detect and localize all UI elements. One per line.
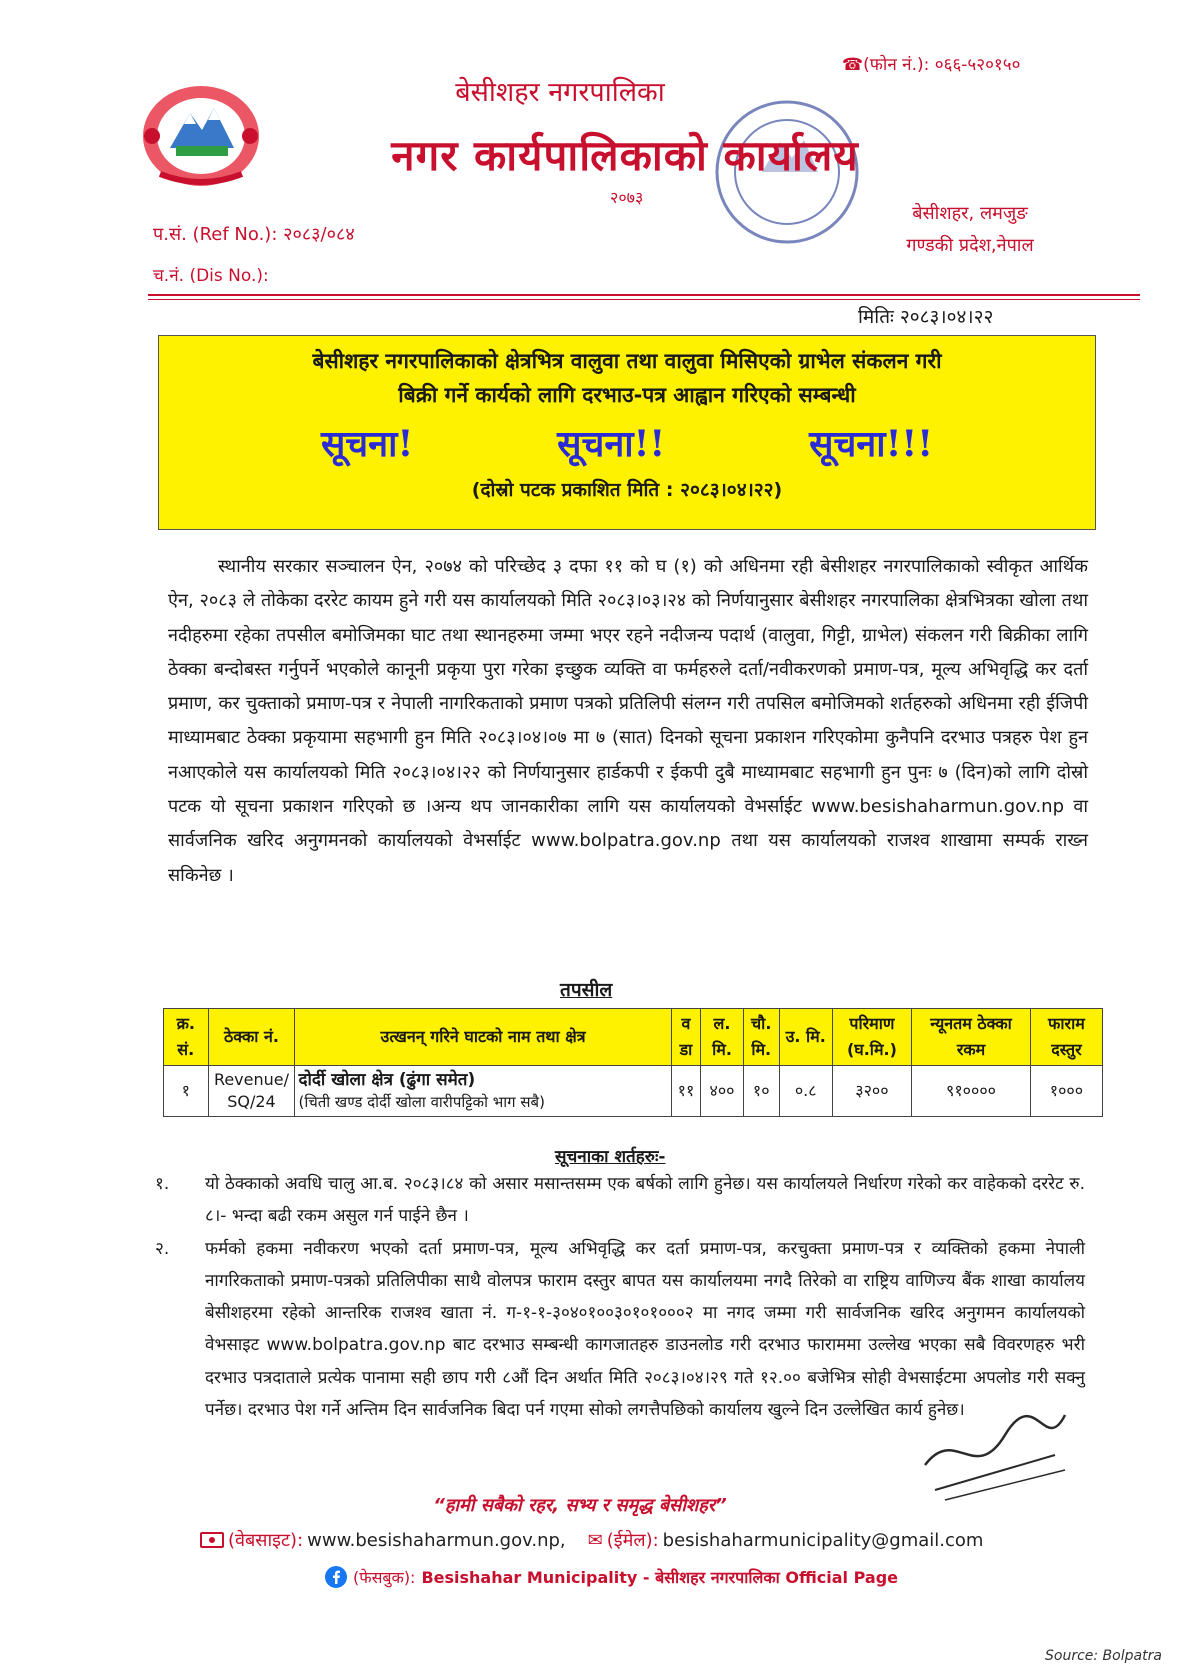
reference-number: प.सं. (Ref No.): २०८३/०८४ xyxy=(153,224,355,245)
email-label: (ईमेल): xyxy=(606,1530,659,1551)
cell-ward: ११ xyxy=(671,1066,701,1117)
tapsil-heading: तपसील xyxy=(560,979,613,1001)
cell-contract-no: Revenue/ SQ/24 xyxy=(208,1066,295,1117)
body-paragraph: स्थानीय सरकार सञ्चालन ऐन, २०७४ को परिच्छेद ३ दफा ११ को घ (१) को अधिनमा रही बेसीशहर नगरपालिकाको स्वीकृत आर्थिक ऐन, २०८३ ले तोकेका दररेट कायम हुने गरी यस कार्यालयको मिति २०८३।०३।२४ को निर्णयानुसार बेसीशहर नगरपालिका क्षेत्रभित्रका खोला तथा नदीहरुमा रहेका तपसील बमोजिमका घाट तथा स्थानहरुमा जम्मा भएर रहने नदीजन्य पदार्थ (वालुवा, गिट्टी, ग्राभेल) संकलन गरी बिक्रीका लागि ठेक्का बन्दोबस्त गर्नुपर्ने भएकोले कानूनी प्रकृया पुरा गरेका इच्छुक व्यक्ति वा फर्महरुले दर्ता/नवीकरणको प्रमाण-पत्र, मूल्य अभिवृद्धि कर दर्ता प्रमाण, कर चुक्ताको प्रमाण-पत्र र नेपाली नागरिकताको प्रमाण पत्रको प्रतिलिपी संलग्न गरी तपसिल बमोजिमको शर्तहरुको अधिनमा रही ईजिपी माध्यामबाट ठेक्का प्रकृयामा सहभागी हुन मिति २०८३।०४।०७ मा ७ (सात) दिनको सूचना प्रकाशन गरिएकोमा कुनैपनि दरभाउ पत्रहरु पेश हुन नआएकोले यस कार्यालयको मिति २०८३।०४।२२ को निर्णयानुसार हार्डकपी र ईकपी दुबै माध्यामबाट सहभागी हुन पुनः ७ (दिन)को लागि दोस्रो पटक यो सूचना प्रकाशन गरिएको छ ।अन्य थप जानकारीका लागि यस कार्यालयको वेभर्साईट www.besishaharmun.gov.np वा सार्वजनिक खरिद अनुगमनको कार्यालयको वेभर्साईट www.bolpatra.gov.np तथा यस कार्यालयको राजश्व शाखामा सम्पर्क राख्न सकिनेछ । xyxy=(168,556,1088,886)
cell-width: १० xyxy=(743,1066,779,1117)
facebook-icon xyxy=(325,1566,347,1588)
website-icon xyxy=(200,1532,224,1548)
cell-min-amount: ९१०००० xyxy=(912,1066,1031,1117)
condition-text: फर्मको हकमा नवीकरण भएको दर्ता प्रमाण-पत्र, मूल्य अभिवृद्धि कर दर्ता प्रमाण-पत्र, करचुक्ता प्रमाण-पत्र र व्यक्तिको हकमा नेपाली नागरिकताको प्रमाण-पत्रको प्रतिलिपीका साथै वोलपत्र फाराम दस्तुर बापत यस कार्यालयमा नगदै तिरेको वा राष्ट्रिय वाणिज्य बैंक शाखा कार्यालय बेसीशहरमा रहेको आन्तरिक राजश्व खाता नं. ग-१-१-३०४०१००३०१०१०००२ मा नगद जम्मा गरी सार्वजनिक खरिद अनुगमन कार्यालयको वेभसाइट www.bolpatra.gov.np बाट दरभाउ सम्बन्धी कागजातहरु डाउनलोड गरी दरभाउ फाराममा उल्लेख भएका सबै विवरणहरु भरी दरभाउ पत्रदाताले प्रत्येक पानामा सही छाप गरी ८औं दिन अर्थात मिति २०८३।०४।२९ गते १२.०० बजेभित्र सोही वेभसाईटमा अपलोड गरी सक्नु पर्नेछ। दरभाउ पेश गर्ने अन्तिम दिन सार्वजनिक बिदा पर्न गएमा सोको लगत्तैपछिको कार्यालय खुल्ने दिन उल्लेखित कार्य हुनेछ। xyxy=(205,1238,1085,1421)
header-divider xyxy=(148,294,1140,296)
email-link[interactable]: besishaharmunicipality@gmail.com xyxy=(662,1529,984,1551)
website-link[interactable]: www.besishaharmun.gov.np, xyxy=(307,1529,566,1551)
contact-line xyxy=(200,1528,983,1552)
second-publish-date: (दोस्रो पटक प्रकाशित मिति : २०८३।०४।२२) xyxy=(471,479,783,501)
col-place: उत्खनन् गरिने घाटको नाम तथा क्षेत्र xyxy=(295,1009,671,1066)
col-height: उ. मि. xyxy=(779,1009,832,1066)
notice-date: मितिः २०८३।०४।२२ xyxy=(858,306,994,328)
col-quantity: परिमाण (घ.मि.) xyxy=(832,1009,911,1066)
condition-text: यो ठेक्काको अवधि चालु आ.ब. २०८३।८४ को असार मसान्तसम्म एक बर्षको लागि हुनेछ। यस कार्यालयले निर्धारण गरेको कर वाहेकको दररेट रु. ८।- भन्दा बढी रकम असुल गर्न पाईने छैन । xyxy=(205,1174,1085,1227)
address-line-1: बेसीशहर, लमजुङ xyxy=(912,203,1028,224)
cell-length: ४०० xyxy=(701,1066,743,1117)
col-sn: क्र. सं. xyxy=(164,1009,209,1066)
place-name: दोर्दी खोला क्षेत्र (ढुंगा समेत) xyxy=(298,1070,476,1090)
facebook-page-link[interactable]: Besishahar Municipality - बेसीशहर नगरपालिका Official Page xyxy=(421,1568,899,1587)
cell-height: ०.८ xyxy=(779,1066,832,1117)
municipality-name: बेसीशहर नगरपालिका xyxy=(455,77,665,108)
cell-sn: १ xyxy=(164,1066,209,1117)
table-row xyxy=(164,1066,1103,1117)
source-caption: Source: Bolpatra xyxy=(1045,1648,1162,1664)
col-length: ल. मि. xyxy=(701,1009,743,1066)
col-ward: व डा xyxy=(671,1009,701,1066)
notice-title-line-2: बिक्री गर्ने कार्यको लागि दरभाउ-पत्र आह्वान गरिएको सम्बन्धी xyxy=(398,383,856,407)
col-contract-no: ठेक्का नं. xyxy=(208,1009,295,1066)
col-form-fee: फाराम दस्तुर xyxy=(1030,1009,1102,1066)
office-address xyxy=(880,198,1060,262)
email-icon: ✉ xyxy=(587,1529,603,1551)
cell-quantity: ३२०० xyxy=(832,1066,911,1117)
table-header-row xyxy=(164,1009,1103,1066)
phone-number: ☎(फोन नं.): ०६६-५२०१५० xyxy=(842,55,1021,75)
nepal-emblem-icon xyxy=(140,78,262,188)
notice-body xyxy=(168,550,1088,893)
suchana-3: सूचना!!! xyxy=(809,423,934,465)
conditions-list xyxy=(155,1168,1085,1426)
condition-number: २. xyxy=(155,1238,170,1259)
website-label: (वेबसाइट): xyxy=(228,1530,304,1551)
address-line-2: गण्डकी प्रदेश,नेपाल xyxy=(906,235,1034,256)
condition-item xyxy=(155,1168,1085,1233)
suchana-2: सूचना!! xyxy=(557,423,666,465)
conditions-heading: सूचनाका शर्तहरुः- xyxy=(555,1147,666,1167)
dispatch-number: च.नं. (Dis No.): xyxy=(153,266,269,286)
notice-title-line-1: बेसीशहर नगरपालिकाको क्षेत्रभित्र वालुवा तथा वालुवा मिसिएको ग्राभेल संकलन गरी xyxy=(312,349,942,373)
col-min-amount: न्यूनतम ठेक्का रकम xyxy=(912,1009,1031,1066)
cell-place xyxy=(295,1066,671,1117)
suchana-1: सूचना! xyxy=(320,423,414,465)
facebook-label: (फेसबुक): xyxy=(353,1568,416,1587)
contract-table xyxy=(163,1008,1103,1117)
notice-banner xyxy=(158,335,1096,530)
office-title: नगर कार्यपालिकाको कार्यालय xyxy=(391,131,859,180)
suchana-row xyxy=(249,418,1005,467)
established-year: २०७३ xyxy=(610,188,644,207)
facebook-line xyxy=(325,1566,898,1588)
municipality-motto: “हामी सबैको रहर, सभ्य र समृद्ध बेसीशहर” xyxy=(433,1495,727,1516)
header-divider-thin xyxy=(148,299,1140,300)
condition-number: १. xyxy=(155,1174,170,1194)
cell-form-fee: १००० xyxy=(1030,1066,1102,1117)
place-detail: (चिती खण्ड दोर्दी खोला वारीपट्टिको भाग सबै) xyxy=(298,1093,545,1111)
col-width: चौ. मि. xyxy=(743,1009,779,1066)
signature-icon xyxy=(915,1395,1075,1510)
